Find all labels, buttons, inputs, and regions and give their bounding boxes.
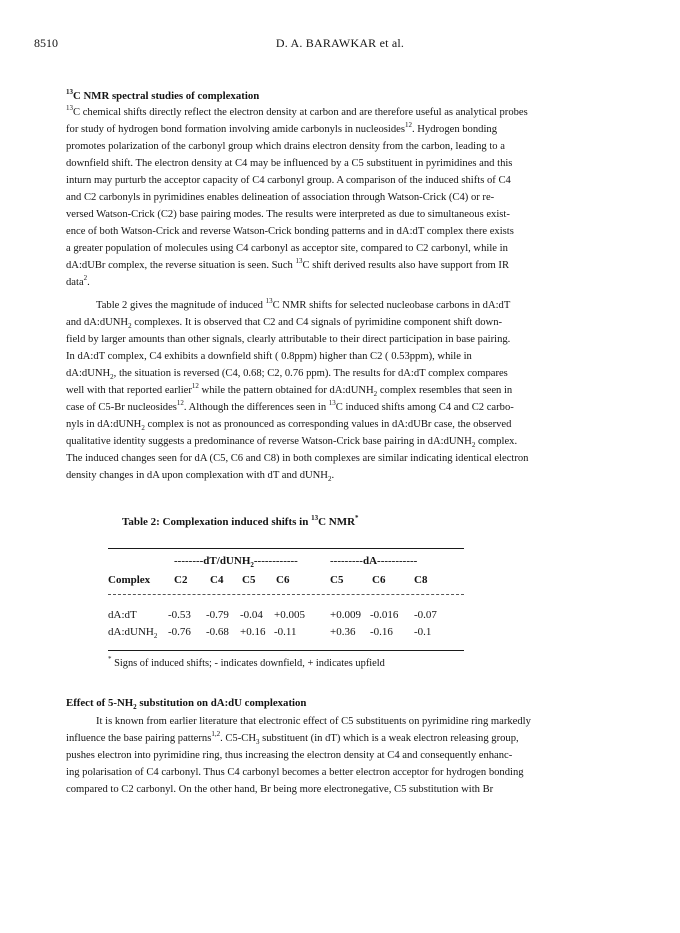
text-run: substituent (in dT) which is a weak electron releasing group, <box>259 733 519 744</box>
heading2-text-a: Effect of 5-NH <box>66 697 134 709</box>
text-run: pushes electron into pyrimidine ring, thus increasing the electron density at C4 and consequently enhanc- <box>66 750 513 761</box>
footnote-text: Signs of induced shifts; - indicates downfield, + indicates upfield <box>111 658 385 669</box>
column-header: C5 <box>330 574 344 586</box>
column-header: Complex <box>108 574 151 586</box>
table-footnote <box>108 655 385 669</box>
group1-tail: ------------ <box>253 555 298 567</box>
complex-sub: 2 <box>153 632 158 640</box>
text-run: and dA:dUNH <box>66 317 129 328</box>
text-run: . Although the differences seen in <box>183 402 329 413</box>
section-heading-effect <box>66 697 626 709</box>
text-run: case of C5-Br nucleosides <box>66 402 177 413</box>
text-run: a greater population of molecules using C4 carbonyl as acceptor site, compared to C2 carbonyl, while in <box>66 243 508 254</box>
text-run: complex is not as pronounced as corresponding values in dA:dUBr case, the observed <box>144 419 512 430</box>
text-line <box>66 274 628 291</box>
text-run: dA:dUBr complex, the reverse situation is seen. Such <box>66 260 296 271</box>
subscript: 2 <box>128 322 132 330</box>
text-run: dA:dUNH <box>66 368 111 379</box>
text-line <box>66 450 628 467</box>
text-run: complex resembles that seen in <box>377 385 513 396</box>
text-line <box>66 399 628 416</box>
text-line <box>66 416 628 433</box>
table-cell: +0.16 <box>240 626 266 638</box>
caption-tail: C NMR <box>318 516 356 528</box>
table-top-rule <box>108 548 464 549</box>
text-run: It is known from earlier literature that electronic effect of C5 substituents on pyrimidine ring markedly <box>96 716 531 727</box>
paragraph-effect <box>66 713 628 798</box>
text-line <box>66 382 628 399</box>
text-run: C NMR shifts for selected nucleobase carbons in dA:dT <box>272 300 511 311</box>
table-cell: +0.005 <box>274 609 305 621</box>
column-header: C6 <box>276 574 290 586</box>
text-line <box>66 138 628 155</box>
group1-text: --------dT/dUNH <box>174 555 251 567</box>
caption-superscript: 13 <box>311 514 319 522</box>
text-run: downfield shift. The electron density at C4 may be influenced by a C5 substituent in pyrimidines and this <box>66 158 513 169</box>
text-run: ence of both Watson-Crick and reverse Watson-Crick bonding patterns and in dA:dT complex there exists <box>66 226 514 237</box>
table-cell: +0.36 <box>330 626 356 638</box>
heading-superscript: 13 <box>66 88 73 96</box>
text-run: . <box>87 277 90 288</box>
subscript: 2 <box>471 441 476 449</box>
superscript: 13 <box>328 399 336 407</box>
text-run: field by larger amounts than other signals, clearly attributable to their direct participation in base pairing. <box>66 334 511 345</box>
text-line <box>66 764 628 781</box>
text-run: . C5-CH <box>220 733 256 744</box>
superscript: 13 <box>66 104 73 112</box>
text-line <box>66 747 628 764</box>
text-line <box>66 781 628 798</box>
text-run: . Hydrogen bonding <box>411 124 497 135</box>
superscript: 1,2 <box>211 730 221 738</box>
subscript: 2 <box>110 373 114 381</box>
text-run: nyls in dA:dUNH <box>66 419 142 430</box>
complex-name: dA:dT <box>108 609 137 621</box>
superscript: 13 <box>265 297 273 305</box>
text-line <box>66 314 628 331</box>
text-line <box>66 730 628 747</box>
column-header: C6 <box>372 574 386 586</box>
text-run: . <box>331 470 335 481</box>
text-line <box>66 189 628 206</box>
table-cell: -0.07 <box>414 609 437 621</box>
text-line <box>66 331 628 348</box>
text-run: qualitative identity suggests a predominance of reverse Watson-Crick base pairing in dA:dUNH <box>66 436 472 447</box>
superscript: 13 <box>295 257 303 265</box>
text-run: C shift derived results also have support from IR <box>302 260 510 271</box>
caption-text: Table 2: Complexation induced shifts in <box>122 516 312 528</box>
superscript: 12 <box>404 121 412 129</box>
table-bottom-rule <box>108 650 464 651</box>
text-run: inturn may purturb the acceptor capacity of C4 carbonyl group. A comparison of the induced shifts of C4 <box>66 175 511 186</box>
text-line <box>66 172 628 189</box>
column-header: C5 <box>242 574 256 586</box>
text-run: compared to C2 carbonyl. On the other hand, Br being more electronegative, C5 substitution with Br <box>66 784 494 795</box>
subscript: 2 <box>141 424 145 432</box>
paragraph-nmr-intro <box>66 104 628 291</box>
group-header-da: ---------dA----------- <box>330 555 418 567</box>
column-header: C4 <box>210 574 224 586</box>
table-cell: -0.68 <box>206 626 229 638</box>
subscript: 2 <box>373 390 378 398</box>
heading-text: C NMR spectral studies of complexation <box>73 90 260 102</box>
section-heading-nmr <box>66 90 626 102</box>
text-run: , the situation is reversed (C4, 0.68; C2, 0.76 ppm). The results for dA:dT complex compares <box>113 368 508 379</box>
text-run: complexes. It is observed that C2 and C4 signals of pyrimidine component shift down- <box>131 317 503 328</box>
table-cell: -0.016 <box>370 609 399 621</box>
subscript: 2 <box>327 475 332 483</box>
subscript: 3 <box>255 738 260 746</box>
superscript: 12 <box>191 382 199 390</box>
table-dashed-rule <box>108 594 464 595</box>
text-run: The induced changes seen for dA (C5, C6 and C8) in both complexes are similar indicating identical electron <box>66 453 529 464</box>
text-line <box>66 257 628 274</box>
page-number: 8510 <box>34 36 58 50</box>
text-run: for study of hydrogen bond formation involving amide carbonyls in nucleosides <box>66 124 405 135</box>
text-line <box>66 365 628 382</box>
table-cell: -0.16 <box>370 626 393 638</box>
table-cell: -0.1 <box>414 626 432 638</box>
complex-name: dA:dUNH <box>108 626 154 638</box>
text-line <box>66 104 628 121</box>
superscript: 2 <box>83 274 88 282</box>
text-run: while the pattern obtained for dA:dUNH <box>198 385 374 396</box>
table-cell: -0.11 <box>274 626 297 638</box>
text-run: data <box>66 277 84 288</box>
text-line <box>66 240 628 257</box>
text-run: In dA:dT complex, C4 exhibits a downfield shift ( 0.8ppm) higher than C2 ( 0.53ppm), while in <box>66 351 472 362</box>
table-caption <box>122 516 359 528</box>
table-cell: -0.53 <box>168 609 191 621</box>
footnote-mark: * <box>108 655 112 663</box>
group-header-pyrimidine <box>174 555 298 567</box>
text-run: promotes polarization of the carbonyl group which drains electron density from the carbon, leading to a <box>66 141 505 152</box>
heading2-sub: 2 <box>133 703 137 711</box>
text-line <box>66 348 628 365</box>
group1-sub: 2 <box>250 561 254 569</box>
text-run: and C2 carbonyls in pyrimidines enables delineation of association through Watson-Crick (C4) or re- <box>66 192 495 203</box>
text-line <box>66 206 628 223</box>
text-line <box>66 713 628 730</box>
text-run: complex. <box>475 436 518 447</box>
text-line <box>66 155 628 172</box>
text-line <box>66 433 628 450</box>
caption-mark: * <box>355 514 359 522</box>
text-run: ing polarisation of C4 carbonyl. Thus C4 carbonyl becomes a better electron acceptor for hydrogen bonding <box>66 767 524 778</box>
table-cell: -0.76 <box>168 626 191 638</box>
text-run: versed Watson-Crick (C2) base pairing modes. The results were interpreted as due to simultaneous exist- <box>66 209 510 220</box>
text-run: Table 2 gives the magnitude of induced <box>96 300 266 311</box>
row-complex-cell <box>108 626 157 638</box>
running-head: D. A. BARAWKAR et al. <box>275 36 405 50</box>
text-line <box>66 121 628 138</box>
text-run: density changes in dA upon complexation with dT and dUNH <box>66 470 328 481</box>
text-run: C chemical shifts directly reflect the electron density at carbon and are therefore useful as analytical probes <box>73 107 528 118</box>
column-header: C8 <box>414 574 428 586</box>
paragraph-table2-discussion <box>66 297 628 484</box>
row-complex-cell <box>108 609 137 621</box>
heading2-text-b: substitution on dA:dU complexation <box>136 697 307 709</box>
text-line <box>66 467 628 484</box>
table-cell: -0.04 <box>240 609 263 621</box>
text-line <box>66 223 628 240</box>
table-cell: +0.009 <box>330 609 361 621</box>
superscript: 12 <box>176 399 184 407</box>
text-line <box>66 297 628 314</box>
text-run: influence the base pairing patterns <box>66 733 212 744</box>
text-run: C induced shifts among C4 and C2 carbo- <box>335 402 514 413</box>
text-run: well with that reported earlier <box>66 385 192 396</box>
table-cell: -0.79 <box>206 609 229 621</box>
column-header: C2 <box>174 574 188 586</box>
